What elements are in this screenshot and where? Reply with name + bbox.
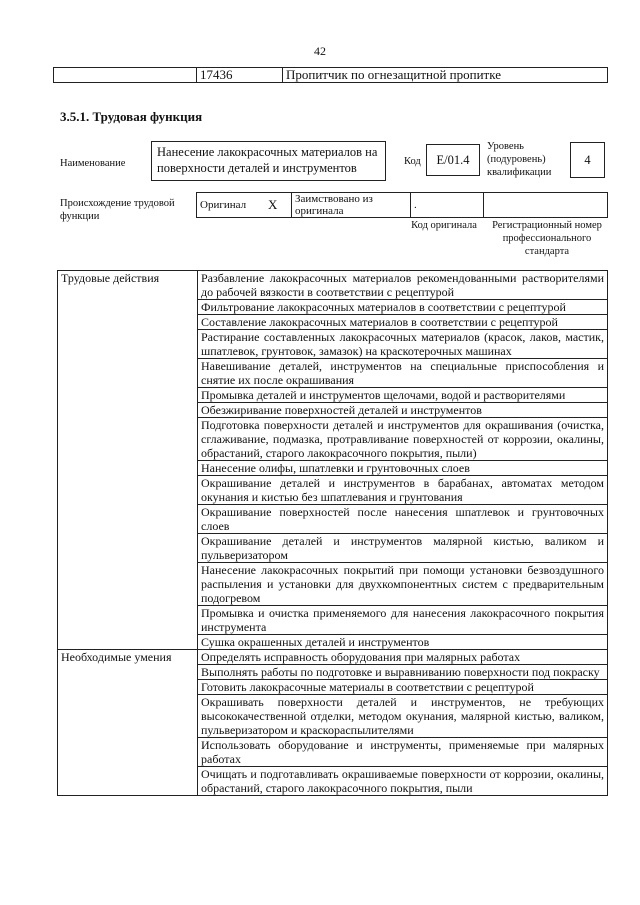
name-label: Наименование <box>60 158 126 169</box>
list-item: Промывка деталей и инструментов щелочами, водой и растворителями <box>198 388 608 403</box>
list-item: Навешивание деталей, инструментов на специальные приспособления и снятие их после окрашивания <box>198 359 608 388</box>
code-caption: Код оригинала <box>411 220 477 231</box>
list-item: Использовать оборудование и инструменты, применяемые при малярных работах <box>198 738 608 767</box>
list-item: Фильтрование лакокрасочных материалов в соответствии с рецептурой <box>198 300 608 315</box>
list-item: Промывка и очистка применяемого для нанесения лакокрасочного покрытия инструмента <box>198 606 608 635</box>
level-label: Уровень (подуровень) квалификации <box>487 141 552 178</box>
list-item: Готовить лакокрасочные материалы в соответствии с рецептурой <box>198 680 608 695</box>
origin-table <box>196 192 608 218</box>
occupation-title: Пропитчик по огнезащитной пропитке <box>283 68 608 83</box>
list-item: Определять исправность оборудования при малярных работах <box>198 650 608 665</box>
code-label: Код <box>404 156 421 167</box>
code-value: E/01.4 <box>426 144 480 176</box>
name-value: Нанесение лакокрасочных материалов на поверхности деталей и инструментов <box>151 141 386 181</box>
list-item: Подготовка поверхности деталей и инструментов для окрашивания (очистка, сглаживание, подмазка, протравливание поверхностей от коррозии, окалины, обрастаний, старого лакокрасочного покрытия, пыли) <box>198 418 608 461</box>
occupation-code: 17436 <box>197 68 283 83</box>
occupation-row-table <box>53 67 608 83</box>
borrowed-label: Заимствовано из оригинала <box>292 193 411 218</box>
list-item: Окрашивать поверхности деталей и инструментов, не требующих высококачественной отделки, методом окунания, малярной кистью, валиком, пульверизатором и краскораспылителями <box>198 695 608 738</box>
list-item: Окрашивание деталей и инструментов в барабанах, автоматах методом окунания и кистью без шпатлевания и грунтования <box>198 476 608 505</box>
function-table <box>57 270 608 796</box>
list-item: Сушка окрашенных деталей и инструментов <box>198 635 608 650</box>
list-item: Составление лакокрасочных материалов в соответствии с рецептурой <box>198 315 608 330</box>
table-row <box>58 271 608 300</box>
origin-reg-cell <box>484 193 608 218</box>
list-item: Выполнять работы по подготовке и выравниванию поверхности под покраску <box>198 665 608 680</box>
original-label: Оригинал <box>197 193 266 218</box>
origin-label: Происхождение трудовой функции <box>60 198 175 222</box>
list-item: Очищать и подготавливать окрашиваемые поверхности от коррозии, окалины, обрастаний, старого лакокрасочного покрытия, пыли <box>198 767 608 796</box>
section-label: Трудовые действия <box>58 271 198 650</box>
page-number: 42 <box>314 44 326 58</box>
list-item: Нанесение лакокрасочных покрытий при помощи установки безвоздушного распыления и установки для двухкомпонентных систем с предварительным подогревом <box>198 563 608 606</box>
list-item: Нанесение олифы, шпатлевки и грунтовочных слоев <box>198 461 608 476</box>
list-item: Разбавление лакокрасочных материалов рекомендованными растворителями до рабочей вязкости в соответствии с рецептурой <box>198 271 608 300</box>
level-value: 4 <box>570 142 605 178</box>
table-row <box>58 650 608 665</box>
origin-code-cell: . <box>411 193 484 218</box>
section-title: 3.5.1. Трудовая функция <box>60 109 203 124</box>
empty-cell <box>54 68 197 83</box>
reg-caption: Регистрационный номер профессионального стандарта <box>492 220 602 257</box>
original-mark: X <box>265 193 292 218</box>
section-label: Необходимые умения <box>58 650 198 796</box>
list-item: Обезжиривание поверхностей деталей и инструментов <box>198 403 608 418</box>
list-item: Окрашивание деталей и инструментов малярной кистью, валиком и пульверизатором <box>198 534 608 563</box>
list-item: Окрашивание поверхностей после нанесения шпатлевок и грунтовочных слоев <box>198 505 608 534</box>
list-item: Растирание составленных лакокрасочных материалов (красок, лаков, мастик, шпатлевок, грунтовок, замазок) на краскотерочных машинах <box>198 330 608 359</box>
